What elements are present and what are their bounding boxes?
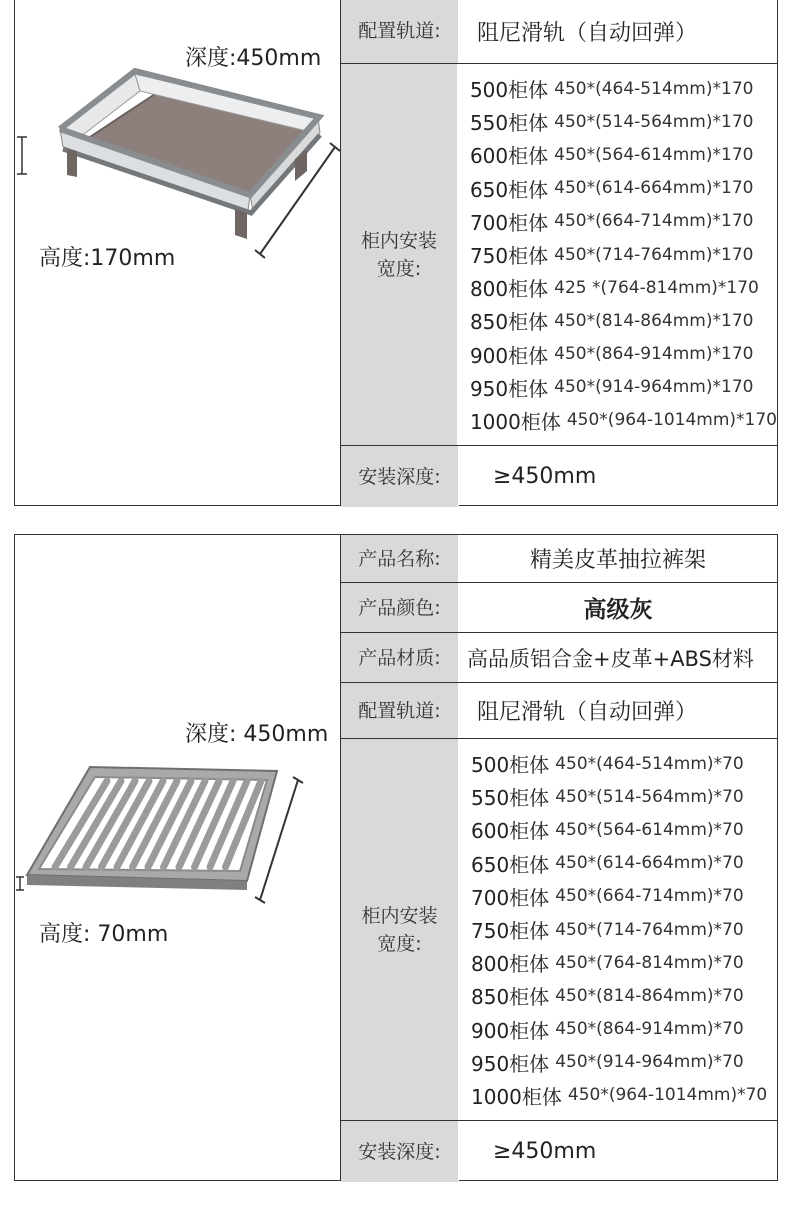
size-line: [470, 138, 777, 171]
spec-table: [341, 535, 777, 1180]
size-spec: 450*(514-564mm)*70: [555, 786, 744, 807]
cabinet-width: 950柜体: [471, 1051, 550, 1076]
cabinet-width: 850柜体: [471, 985, 550, 1010]
row-value: 高品质铝合金+皮革+ABS材料: [467, 646, 754, 671]
size-spec: 450*(614-664mm)*70: [555, 853, 744, 874]
size-spec: 450*(914-964mm)*170: [554, 377, 754, 398]
height-dimension-label: 高度:170mm: [39, 246, 176, 271]
row-install-depth: [341, 446, 777, 507]
size-spec: 450*(464-514mm)*70: [555, 753, 744, 774]
row-install-width: [341, 739, 777, 1121]
row-install-width: [341, 64, 777, 446]
size-line: [471, 847, 777, 880]
row-track: [341, 683, 777, 739]
size-line: [471, 1013, 777, 1046]
size-spec: 450*(714-764mm)*70: [555, 919, 744, 940]
row-value: 高级灰: [583, 597, 653, 623]
size-line: [470, 271, 777, 304]
size-line: [470, 238, 777, 271]
size-line: [471, 880, 777, 913]
spec-panel-trouser-rack: [14, 534, 778, 1181]
cabinet-width: 950柜体: [469, 376, 549, 401]
size-line: [470, 404, 777, 437]
cabinet-width: 550柜体: [469, 111, 549, 136]
trouser-rack-drawing: [15, 535, 341, 1182]
size-line: [471, 946, 777, 979]
size-spec: 450*(864-914mm)*170: [554, 344, 754, 365]
cabinet-width: 550柜体: [471, 786, 550, 811]
cabinet-width: 900柜体: [471, 1018, 550, 1043]
depth-dimension-label: 深度:450mm: [185, 46, 322, 71]
cabinet-width: 700柜体: [471, 885, 550, 910]
size-line: [471, 747, 777, 780]
row-value: 阻尼滑轨（自动回弹）: [477, 700, 698, 725]
size-line: [470, 371, 777, 404]
size-list: [459, 739, 777, 1120]
row-value: 精美皮革抽拉裤架: [529, 548, 706, 573]
cabinet-width: 750柜体: [469, 244, 549, 269]
size-spec: 450*(664-714mm)*170: [554, 211, 754, 232]
size-spec: 450*(564-614mm)*170: [554, 144, 754, 165]
size-line: [471, 1046, 777, 1079]
row-product-name: [341, 535, 777, 583]
cabinet-width: 500柜体: [469, 78, 549, 103]
size-spec: 450*(664-714mm)*70: [555, 886, 744, 907]
cabinet-width: 800柜体: [471, 952, 550, 977]
cabinet-width: 700柜体: [469, 210, 549, 235]
cabinet-width: 650柜体: [471, 852, 550, 877]
row-label: 安装深度:: [341, 1121, 459, 1182]
row-product-color: [341, 583, 777, 633]
size-spec: 450*(564-614mm)*70: [555, 819, 744, 840]
row-label: 配置轨道:: [341, 683, 459, 738]
row-label: 配置轨道:: [341, 0, 459, 63]
size-line: [471, 979, 777, 1012]
size-line: [470, 105, 777, 138]
product-illustration-area: [15, 0, 341, 505]
size-spec: 450*(814-864mm)*170: [554, 310, 754, 331]
size-line: [470, 304, 777, 337]
row-label: 产品颜色:: [341, 583, 459, 632]
row-label: 产品名称:: [341, 535, 459, 582]
size-line: [471, 780, 777, 813]
size-spec: 425 *(764-814mm)*170: [554, 277, 759, 298]
row-value: ≥450mm: [493, 1139, 597, 1164]
product-illustration-area: [15, 535, 341, 1180]
size-spec: 450*(864-914mm)*70: [555, 1019, 744, 1040]
row-product-material: [341, 633, 777, 683]
row-label: 柜内安装宽度:: [341, 739, 459, 1120]
cabinet-width: 500柜体: [471, 753, 550, 778]
cabinet-width: 650柜体: [469, 177, 549, 202]
size-line: [470, 205, 777, 238]
size-spec: 450*(964-1014mm)*170: [566, 410, 777, 431]
cabinet-width: 750柜体: [471, 919, 550, 944]
size-spec: 450*(964-1014mm)*70: [567, 1085, 768, 1106]
row-value: 阻尼滑轨（自动回弹）: [477, 20, 698, 46]
row-value: ≥450mm: [493, 464, 597, 489]
spec-table: [341, 0, 777, 505]
size-spec: 450*(914-964mm)*70: [555, 1052, 744, 1073]
size-line: [471, 1079, 777, 1112]
size-spec: 450*(764-814mm)*70: [555, 952, 744, 973]
size-spec: 450*(614-664mm)*170: [554, 178, 754, 199]
spec-panel-basket: [14, 0, 778, 506]
cabinet-width: 600柜体: [471, 819, 550, 844]
cabinet-width: 1000柜体: [469, 409, 561, 434]
cabinet-width: 850柜体: [469, 310, 549, 335]
row-install-depth: [341, 1121, 777, 1182]
row-label: 产品材质:: [341, 633, 459, 682]
row-track: [341, 0, 777, 64]
cabinet-width: 600柜体: [469, 144, 549, 169]
cabinet-width: 1000柜体: [471, 1084, 562, 1109]
height-dimension-label: 高度: 70mm: [39, 922, 169, 947]
size-line: [470, 172, 777, 205]
size-line: [471, 913, 777, 946]
size-line: [471, 813, 777, 846]
row-label: 柜内安装宽度:: [341, 64, 458, 445]
cabinet-width: 900柜体: [469, 343, 549, 368]
size-spec: 450*(814-864mm)*70: [555, 985, 744, 1006]
size-line: [470, 72, 777, 105]
size-spec: 450*(514-564mm)*170: [554, 111, 754, 132]
row-label: 安装深度:: [341, 446, 459, 507]
size-spec: 450*(714-764mm)*170: [554, 244, 754, 265]
size-list: [458, 64, 777, 445]
size-spec: 450*(464-514mm)*170: [554, 78, 754, 99]
size-line: [470, 338, 777, 371]
depth-dimension-label: 深度: 450mm: [185, 722, 329, 747]
cabinet-width: 800柜体: [469, 277, 549, 302]
